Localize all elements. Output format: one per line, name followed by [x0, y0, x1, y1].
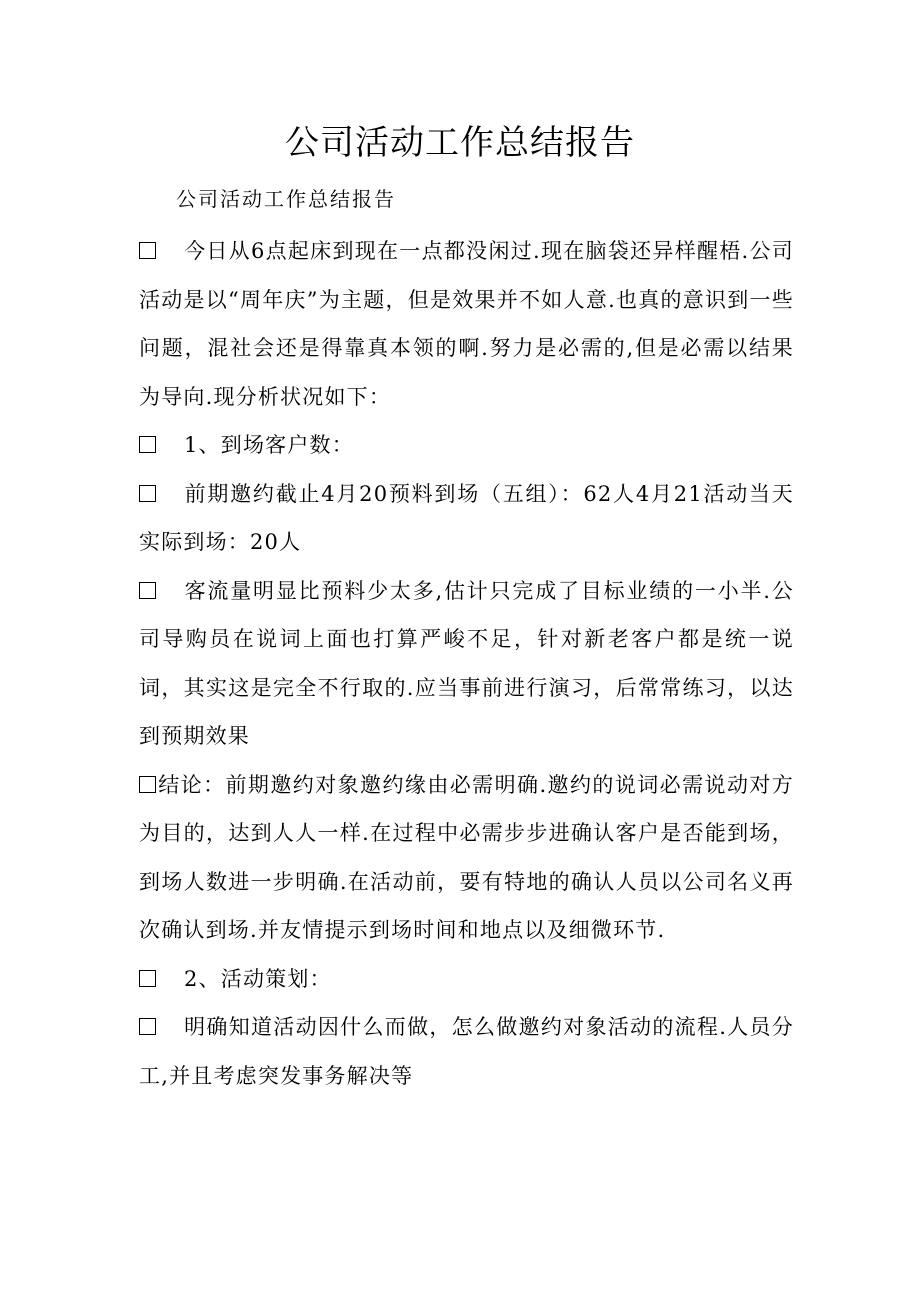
- checkbox-icon: [139, 970, 156, 987]
- paragraph-heading-planning: [139, 955, 794, 1004]
- checkbox-icon: [139, 1018, 156, 1035]
- paragraph-heading-attendance: [139, 421, 794, 470]
- paragraph-conclusion: [139, 761, 794, 955]
- paragraph-text: 2、活动策划：: [184, 966, 332, 991]
- paragraph-text: 客流量明显比预料少太多,估计只完成了目标业绩的一小半.公司导购员在说词上面也打算严峻不足，针对新老客户都是统一说词，其实这是完全不行取的.应当事前进行演习，后常常练习，以达到预期效果: [139, 578, 794, 748]
- paragraph-text: 1、到场客户数：: [184, 433, 354, 457]
- checkbox-icon: [139, 485, 156, 502]
- paragraph-invitation: [139, 470, 794, 567]
- document-title: 公司活动工作总结报告: [285, 123, 635, 163]
- document-subtitle: 公司活动工作总结报告: [176, 187, 396, 211]
- checkbox-icon: [139, 776, 156, 793]
- checkbox-icon: [139, 582, 156, 599]
- checkbox-icon: [139, 436, 156, 453]
- paragraph-text: 今日从6点起床到现在一点都没闲过.现在脑袋还异样醒梧.公司活动是以“周年庆”为主题，但是效果并不如人意.也真的意识到一些问题，混社会还是得靠真本领的啊.努力是必需的,但是必需以结果为导向.现分析状况如下：: [139, 239, 794, 409]
- paragraph-text: 前期邀约截止4月20预料到场（五组）：62人4月21活动当天实际到场：20人: [139, 481, 794, 554]
- document-body: [139, 227, 794, 1100]
- paragraph-text: 明确知道活动因什么而做，怎么做邀约对象活动的流程.人员分工,并且考虑突发事务解决等: [139, 1015, 794, 1088]
- paragraph-text: 结论：前期邀约对象邀约缘由必需明确.邀约的说词必需说动对方为目的，达到人人一样.在过程中必需步步进确认客户是否能到场，到场人数进一步明确.在活动前，要有特地的确认人员以公司名义再次确认到场.并友情提示到场时间和地点以及细微环节.: [139, 772, 794, 942]
- checkbox-icon: [139, 242, 156, 259]
- paragraph-planning: [139, 1003, 794, 1100]
- paragraph-traffic: [139, 567, 794, 761]
- paragraph-intro: [139, 227, 794, 421]
